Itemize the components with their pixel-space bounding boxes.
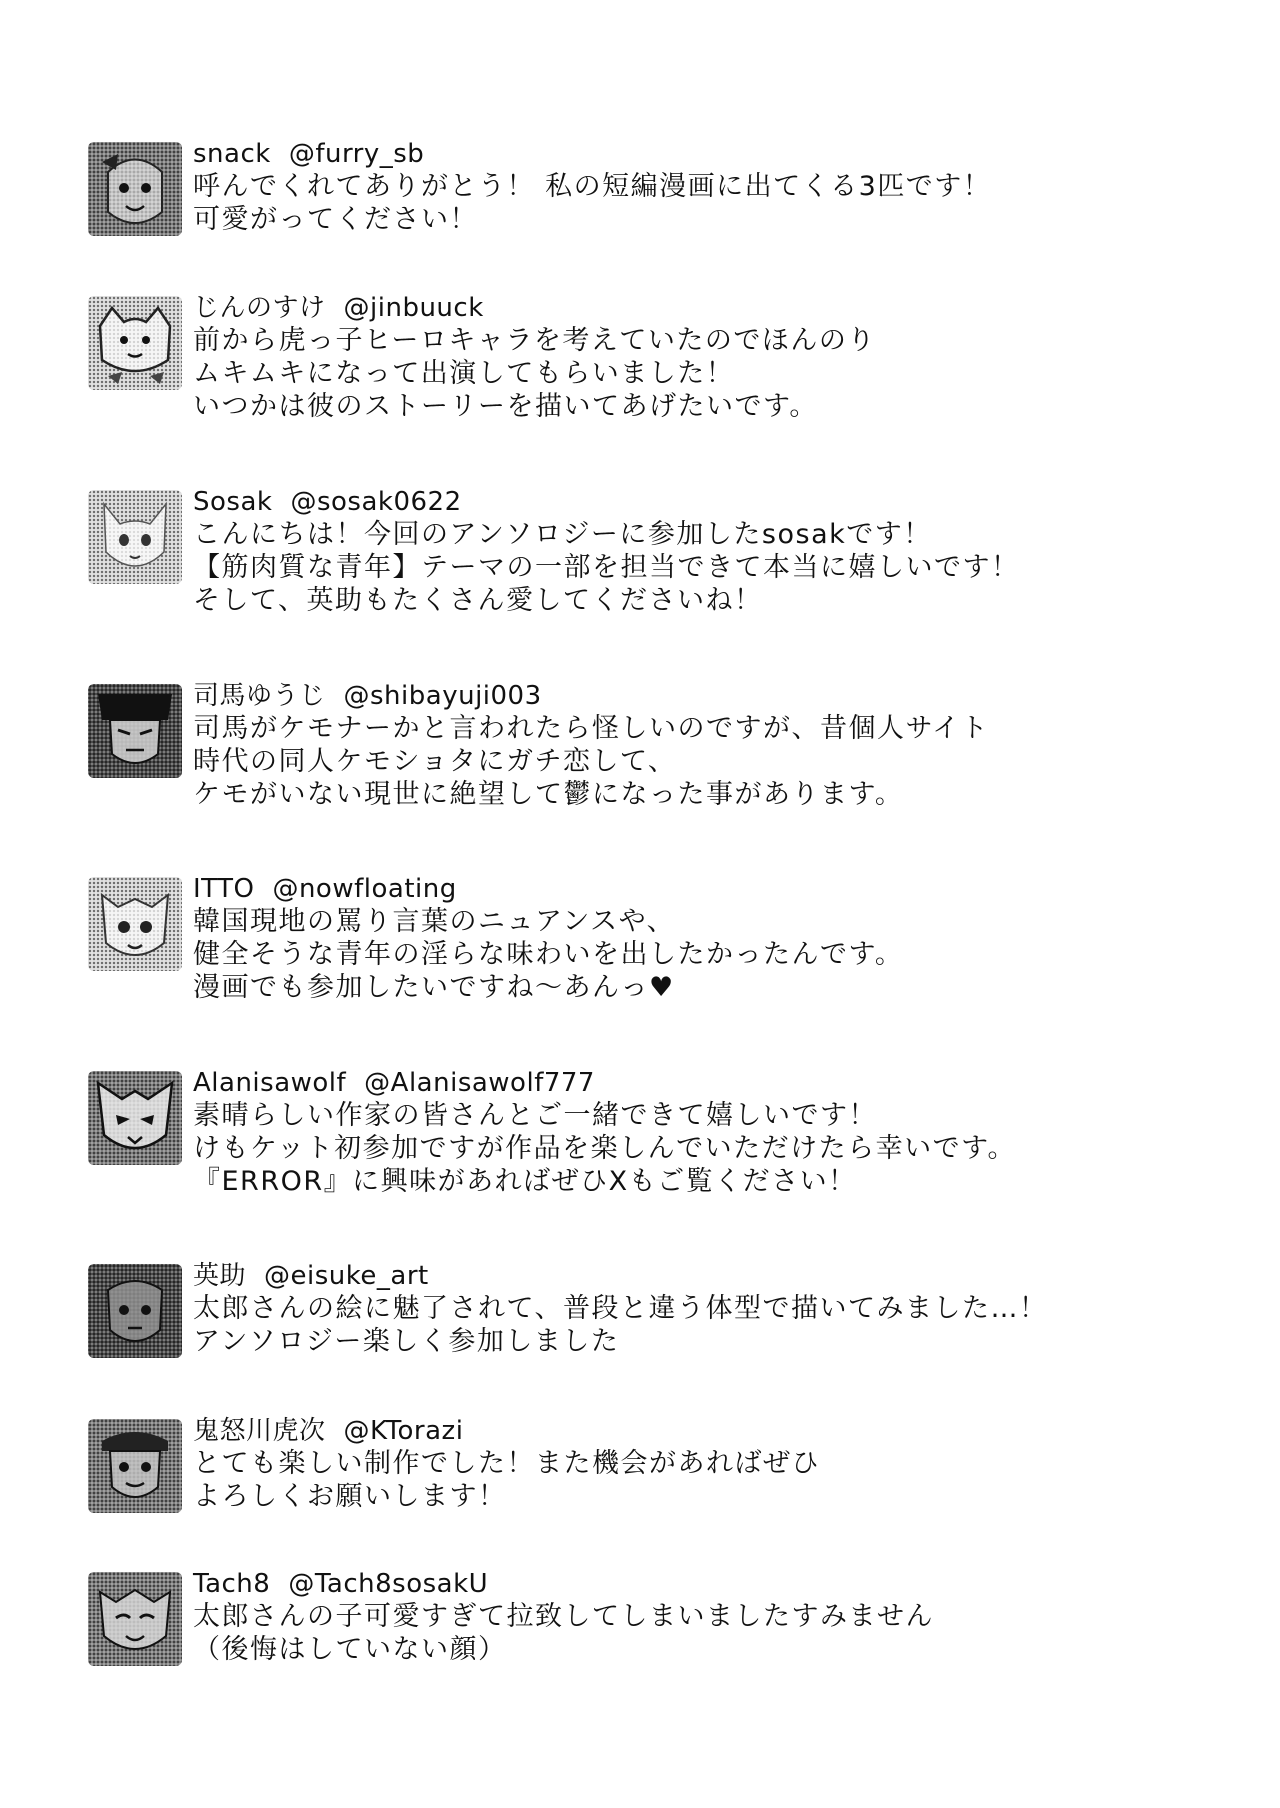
message-line: 呼んでくれてありがとう！ 私の短編漫画に出てくる3匹です！ [193,171,992,202]
avatar-face-icon [88,684,182,778]
avatar-face-icon [88,1264,182,1358]
message-line: 韓国現地の罵り言葉のニュアンスや、 [193,906,676,937]
contributor-entry [88,292,1208,442]
contributor-text [193,138,1203,236]
contributor-entry [88,680,1208,830]
message-line: 可愛がってください！ [193,204,478,235]
message-line: 太郎さんの絵に魅了されて、普段と違う体型で描いてみました…！ [193,1293,1048,1324]
contributor-entry [88,1415,1208,1565]
message-line: 時代の同人ケモショタにガチ恋して、 [193,746,677,777]
contributor-handle: @shibayuji003 [343,681,542,711]
contributor-text [193,1067,1203,1198]
avatar-face-icon [88,142,182,236]
contributor-name: 鬼怒川虎次 [193,1416,326,1446]
avatar-face-icon [88,296,182,390]
contributor-text [193,1415,1203,1513]
message-line: 健全そうな青年の淫らな味わいを出したかったんです。 [193,939,904,970]
avatar-face-icon [88,877,182,971]
contributor-credit [193,873,1203,905]
contributor-credit [193,1260,1203,1292]
contributor-credit [193,1568,1203,1600]
contributor-text [193,292,1203,423]
message-line: 司馬がケモナーかと言われたら怪しいのですが、昔個人サイト [193,713,990,744]
contributor-entry [88,873,1208,1023]
avatar-face-icon [88,1419,182,1513]
message-line: ケモがいない現世に絶望して鬱になった事があります。 [193,779,904,810]
message-line: そして、英助もたくさん愛してくださいね！ [193,585,763,616]
contributor-text [193,1260,1203,1358]
message-line: けもケット初参加ですが作品を楽しんでいただけたら幸いです。 [193,1133,1016,1164]
contributor-credit [193,1067,1203,1099]
contributor-handle: @Tach8sosakU [288,1569,489,1599]
contributor-text [193,486,1203,617]
message-line: こんにちは！今回のアンソロジーに参加したsosakです！ [193,519,932,550]
message-line: 『ERROR』に興味があればぜひXもご覧ください！ [193,1166,857,1197]
contributor-text [193,873,1203,1004]
contributor-handle: @sosak0622 [290,487,462,517]
contributor-name: じんのすけ [193,293,326,323]
contributor-name: 英助 [193,1261,247,1291]
message-line: よろしくお願いします！ [193,1481,507,1512]
contributor-entry [88,1568,1208,1718]
contributor-name: ITTO [193,874,255,904]
message-line: 素晴らしい作家の皆さんとご一緒できて嬉しいです！ [193,1100,877,1131]
message-line: 前から虎っ子ヒーロキャラを考えていたのでほんのり [193,325,876,356]
contributor-handle: @jinbuuck [343,293,484,323]
message-line: 【筋肉質な青年】テーマの一部を担当できて本当に嬉しいです！ [193,552,1020,583]
contributor-name: 司馬ゆうじ [193,681,326,711]
contributor-credit [193,486,1203,518]
message-line: 漫画でも参加したいですね～あんっ♥ [193,972,675,1003]
contributor-text [193,680,1203,811]
contributor-name: snack [193,139,271,169]
contributor-name: Tach8 [193,1569,271,1599]
contributor-entry [88,486,1208,636]
avatar-face-icon [88,1572,182,1666]
contributor-entry [88,1067,1208,1217]
contributor-credit [193,292,1203,324]
message-line: （後悔はしていない顔） [193,1634,507,1665]
contributor-credit [193,1415,1203,1447]
contributor-credit [193,680,1203,712]
contributor-handle: @nowfloating [272,874,457,904]
contributor-entry [88,1260,1208,1410]
contributor-handle: @eisuke_art [264,1261,429,1291]
contributor-name: Sosak [193,487,273,517]
contributor-handle: @furry_sb [288,139,425,169]
message-line: とても楽しい制作でした！また機会があればぜひ [193,1448,820,1479]
message-line: 太郎さんの子可愛すぎて拉致してしまいましたすみません [193,1601,934,1632]
contributor-handle: @Alanisawolf777 [364,1068,595,1098]
message-line: アンソロジー楽しく参加しました [193,1326,620,1357]
message-line: いつかは彼のストーリーを描いてあげたいです。 [193,391,818,422]
contributor-entry [88,138,1208,288]
contributor-handle: @KTorazi [343,1416,464,1446]
message-line: ムキムキになって出演してもらいました！ [193,358,735,389]
contributor-name: Alanisawolf [193,1068,347,1098]
contributor-credit [193,138,1203,170]
contributor-text [193,1568,1203,1666]
avatar-face-icon [88,1071,182,1165]
avatar-face-icon [88,490,182,584]
